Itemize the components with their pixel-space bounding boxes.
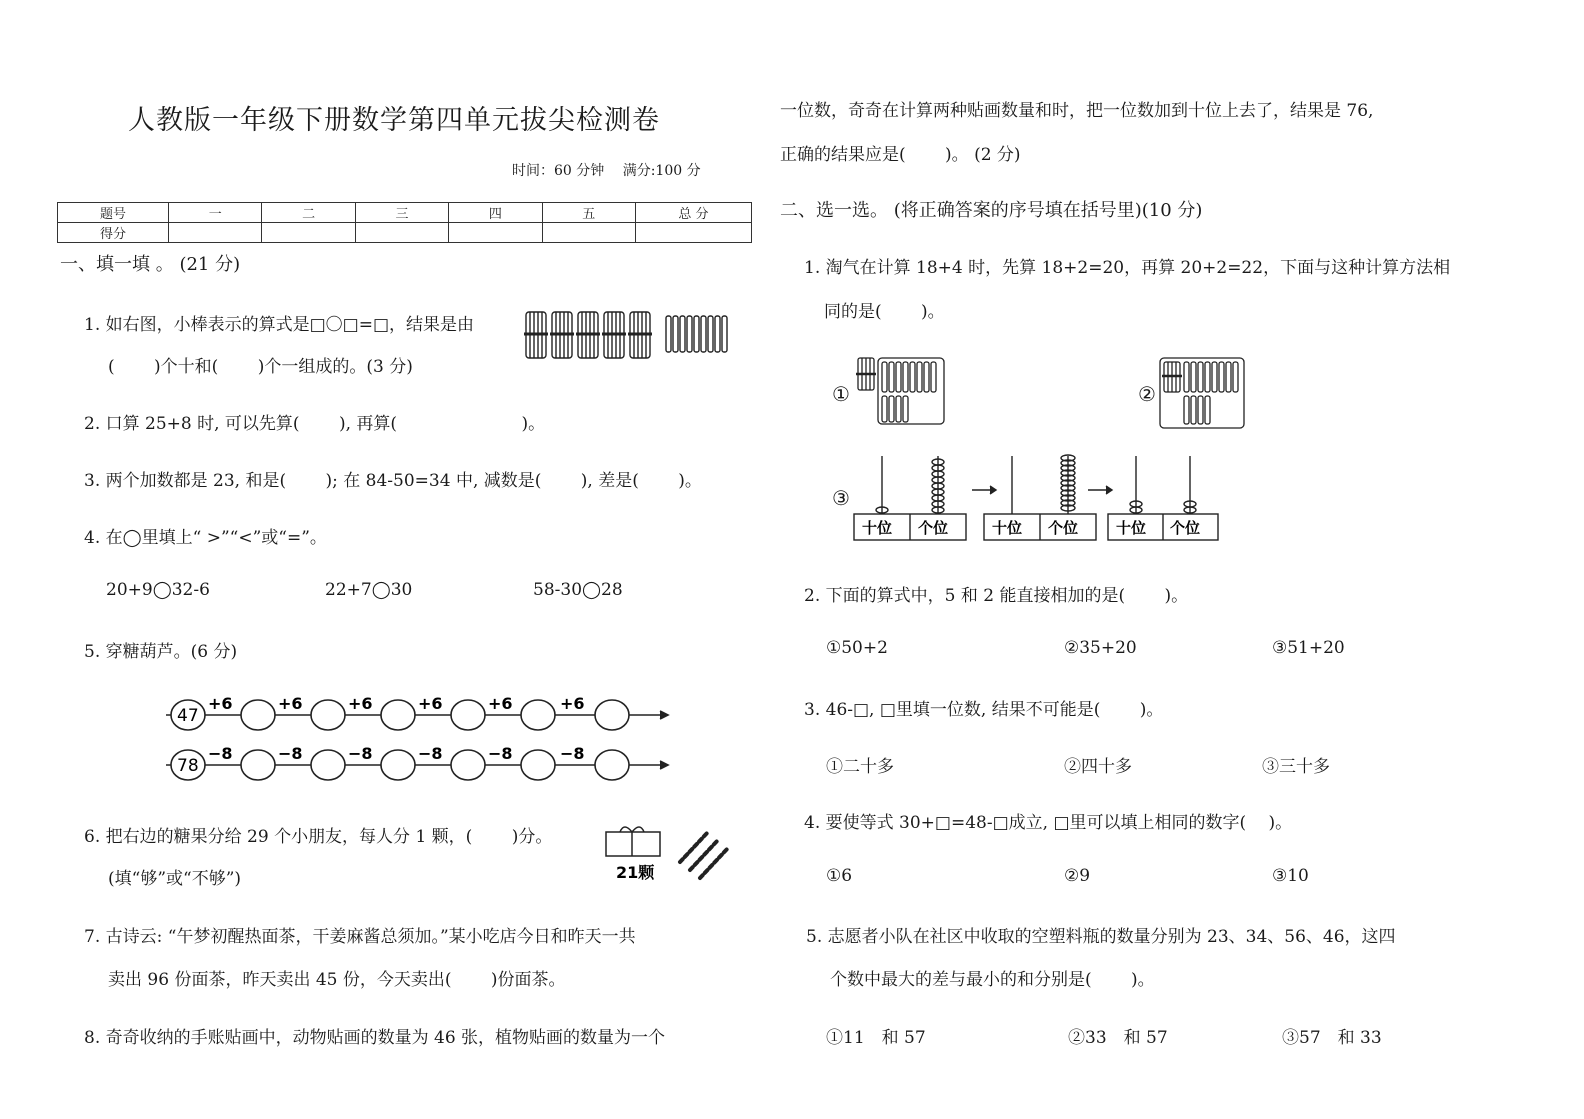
score-table-score-row [58,223,752,243]
option-3-marker: ③ [832,486,850,510]
chain-1-op: +6 [278,694,303,713]
section-2-heading: 二、选一选。 (将正确答案的序号填在括号里)(10 分) [780,200,1203,221]
chain-2-op: −8 [208,744,233,763]
question-6-line-1: 6. 把右边的糖果分给 29 个小朋友，每人分 1 颗，( )分。 [84,827,553,847]
choice-3-option-3[interactable]: ③三十多 [1262,757,1330,777]
compare-item-3: 58-30◯28 [533,580,623,600]
choice-5-option-3[interactable]: ③57 和 33 [1282,1028,1382,1048]
compare-item-1: 20+9◯32-6 [106,580,210,600]
chain-2-start: 78 [177,756,199,776]
question-1-line-2: ( )个十和( )个一组成的。(3 分) [108,357,413,377]
score-header-cell: 四 [449,203,542,223]
choice-question-1-line-2: 同的是( )。 [824,302,945,322]
choice-question-3: 3. 46-□, □里填一位数, 结果不可能是( )。 [804,700,1164,720]
score-cell[interactable] [542,223,635,243]
score-cell[interactable] [355,223,448,243]
bundle-of-ten-icon [576,312,600,358]
question-8-line-3: 正确的结果应是( )。 (2 分) [780,145,1021,165]
choice-5-option-2[interactable]: ②33 和 57 [1068,1028,1168,1048]
bundle-of-ten-icon [550,312,574,358]
score-header-cell: 题号 [58,203,169,223]
abacus-tens-label: 十位 [862,519,893,537]
question-1-line-1: 1. 如右图，小棒表示的算式是□〇□=□，结果是由 [84,315,475,335]
score-header-cell: 三 [355,203,448,223]
score-table-header-row [58,203,752,223]
gift-box-icon [606,827,660,856]
score-header-cell: 一 [169,203,262,223]
choice-4-option-3[interactable]: ③10 [1272,866,1309,886]
chain-1-op: +6 [488,694,513,713]
score-cell[interactable] [169,223,262,243]
choice-3-option-1[interactable]: ①二十多 [826,757,894,777]
option-2-marker: ② [1138,382,1156,406]
score-cell[interactable] [636,223,752,243]
chain-2-op: −8 [560,744,585,763]
choice-question-1-line-1: 1. 淘气在计算 18+4 时，先算 18+2=20，再算 20+2=22，下面与这种计算方法相 [804,258,1451,278]
abacus-ones-label: 个位 [1048,519,1079,537]
option-1-marker: ① [832,382,850,406]
bundle-of-ten-icon [628,312,652,358]
page-title: 人教版一年级下册数学第四单元拔尖检测卷 [128,105,660,136]
sticks-option-1-figure [856,354,948,430]
single-sticks-icon [666,316,727,352]
chain-1-op: +6 [208,694,233,713]
question-7-line-2: 卖出 96 份面茶，昨天卖出 45 份，今天卖出( )份面茶。 [108,970,566,990]
section-1-heading: 一、填一填 。 (21 分) [60,254,241,275]
abacus-tens-label: 十位 [992,519,1023,537]
question-6-line-2: (填“够”或“不够”) [108,869,242,889]
chain-1-op: +6 [560,694,585,713]
sticks-option-2-figure [1158,354,1250,430]
choice-2-option-1[interactable]: ①50+2 [826,638,888,658]
choice-3-option-2[interactable]: ②四十多 [1064,757,1132,777]
score-header-cell: 五 [542,203,635,223]
chain-1-start: 47 [177,706,199,726]
question-7-line-1: 7. 古诗云: “午梦初醒热面茶，干姜麻酱总须加。”某小吃店今日和昨天一共 [84,927,636,947]
question-5: 5. 穿糖葫芦。(6 分) [84,642,238,662]
score-row-label: 得分 [58,223,169,243]
candied-haws-chains [166,692,676,786]
compare-item-2: 22+7◯30 [325,580,413,600]
chain-2-op: −8 [488,744,513,763]
choice-question-4: 4. 要使等式 30+□=48-□成立, □里可以填上相同的数字( )。 [804,813,1293,833]
candy-count-label: 21颗 [616,863,655,882]
score-cell[interactable] [262,223,355,243]
chain-1-op: +6 [418,694,443,713]
abacus-sequence-figure [852,450,1222,546]
choice-4-option-2[interactable]: ②9 [1064,866,1091,886]
question-4: 4. 在◯里填上“ >”“<”或“=”。 [84,528,327,548]
score-header-cell: 总 分 [636,203,752,223]
choice-4-option-1[interactable]: ①6 [826,866,853,886]
candies-icon [680,832,728,878]
choice-2-option-2[interactable]: ②35+20 [1064,638,1137,658]
bundle-of-ten-icon [856,358,876,390]
question-8-line-2: 一位数，奇奇在计算两种贴画数量和时，把一位数加到十位上去了，结果是 76, [780,101,1374,121]
choice-question-2: 2. 下面的算式中，5 和 2 能直接相加的是( )。 [804,586,1189,606]
choice-5-option-1[interactable]: ①11 和 57 [826,1028,926,1048]
question-3: 3. 两个加数都是 23, 和是( ); 在 84-50=34 中, 减数是( ), 差是( )。 [84,471,702,491]
bundle-of-ten-icon [1162,362,1182,392]
chain-2-op: −8 [418,744,443,763]
sticks-illustration [522,306,734,362]
chain-1-op: +6 [348,694,373,713]
bundle-of-ten-icon [602,312,626,358]
score-header-cell: 二 [262,203,355,223]
abacus-ones-label: 个位 [1170,519,1201,537]
score-table [57,202,752,243]
exam-meta: 时间：60 分钟 满分:100 分 [512,163,701,179]
bundle-of-ten-icon [524,312,548,358]
choice-question-5-line-2: 个数中最大的差与最小的和分别是( )。 [830,970,1155,990]
chain-2-op: −8 [348,744,373,763]
question-2: 2. 口算 25+8 时, 可以先算( ), 再算( )。 [84,414,546,434]
chain-2-op: −8 [278,744,303,763]
choice-question-5-line-1: 5. 志愿者小队在社区中收取的空塑料瓶的数量分别为 23、34、56、46，这四 [806,927,1396,947]
abacus-tens-label: 十位 [1116,519,1147,537]
abacus-ones-label: 个位 [918,519,949,537]
choice-2-option-3[interactable]: ③51+20 [1272,638,1345,658]
score-cell[interactable] [449,223,542,243]
candy-illustration [602,822,740,884]
question-8-line-1: 8. 奇奇收纳的手账贴画中，动物贴画的数量为 46 张，植物贴画的数量为一个 [84,1028,666,1048]
